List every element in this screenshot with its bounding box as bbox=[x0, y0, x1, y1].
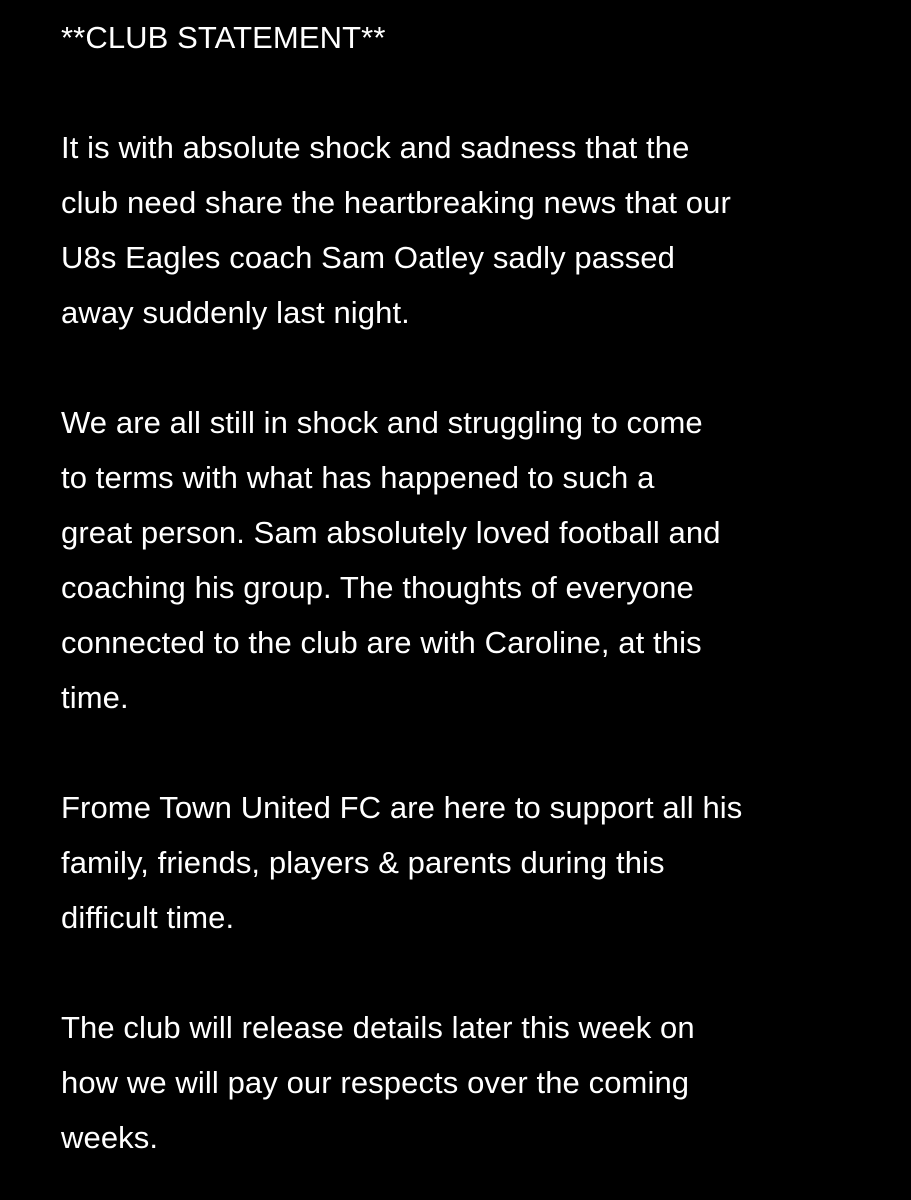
paragraph-spacer bbox=[61, 65, 881, 120]
paragraph-line: difficult time. bbox=[61, 900, 235, 935]
paragraph-announcement bbox=[61, 120, 881, 340]
paragraph-line: great person. Sam absolutely loved football and bbox=[61, 515, 721, 550]
paragraph-line: how we will pay our respects over the coming bbox=[61, 1065, 690, 1100]
paragraph-tribute bbox=[61, 395, 881, 725]
paragraph-line: Frome Town United FC are here to support all his bbox=[61, 790, 743, 825]
paragraph-line: time. bbox=[61, 680, 129, 715]
paragraph-line: family, friends, players & parents during this bbox=[61, 845, 665, 880]
paragraph-line: It is with absolute shock and sadness that the bbox=[61, 130, 690, 165]
paragraph-spacer bbox=[61, 945, 881, 1000]
paragraph-line: U8s Eagles coach Sam Oatley sadly passed bbox=[61, 240, 675, 275]
paragraph-line: club need share the heartbreaking news that our bbox=[61, 185, 731, 220]
paragraph-line: weeks. bbox=[61, 1120, 159, 1155]
paragraph-line: away suddenly last night. bbox=[61, 295, 410, 330]
paragraph-spacer bbox=[61, 340, 881, 395]
paragraph-support bbox=[61, 780, 881, 945]
paragraph-details bbox=[61, 1000, 881, 1165]
paragraph-line: The club will release details later this week on bbox=[61, 1010, 695, 1045]
paragraph-line: connected to the club are with Caroline, at this bbox=[61, 625, 702, 660]
statement-heading: **CLUB STATEMENT** bbox=[61, 20, 386, 55]
paragraph-line: We are all still in shock and struggling to come bbox=[61, 405, 703, 440]
paragraph-line: to terms with what has happened to such a bbox=[61, 460, 655, 495]
paragraph-spacer bbox=[61, 725, 881, 780]
paragraph-line: coaching his group. The thoughts of everyone bbox=[61, 570, 694, 605]
statement-note bbox=[61, 10, 881, 1165]
